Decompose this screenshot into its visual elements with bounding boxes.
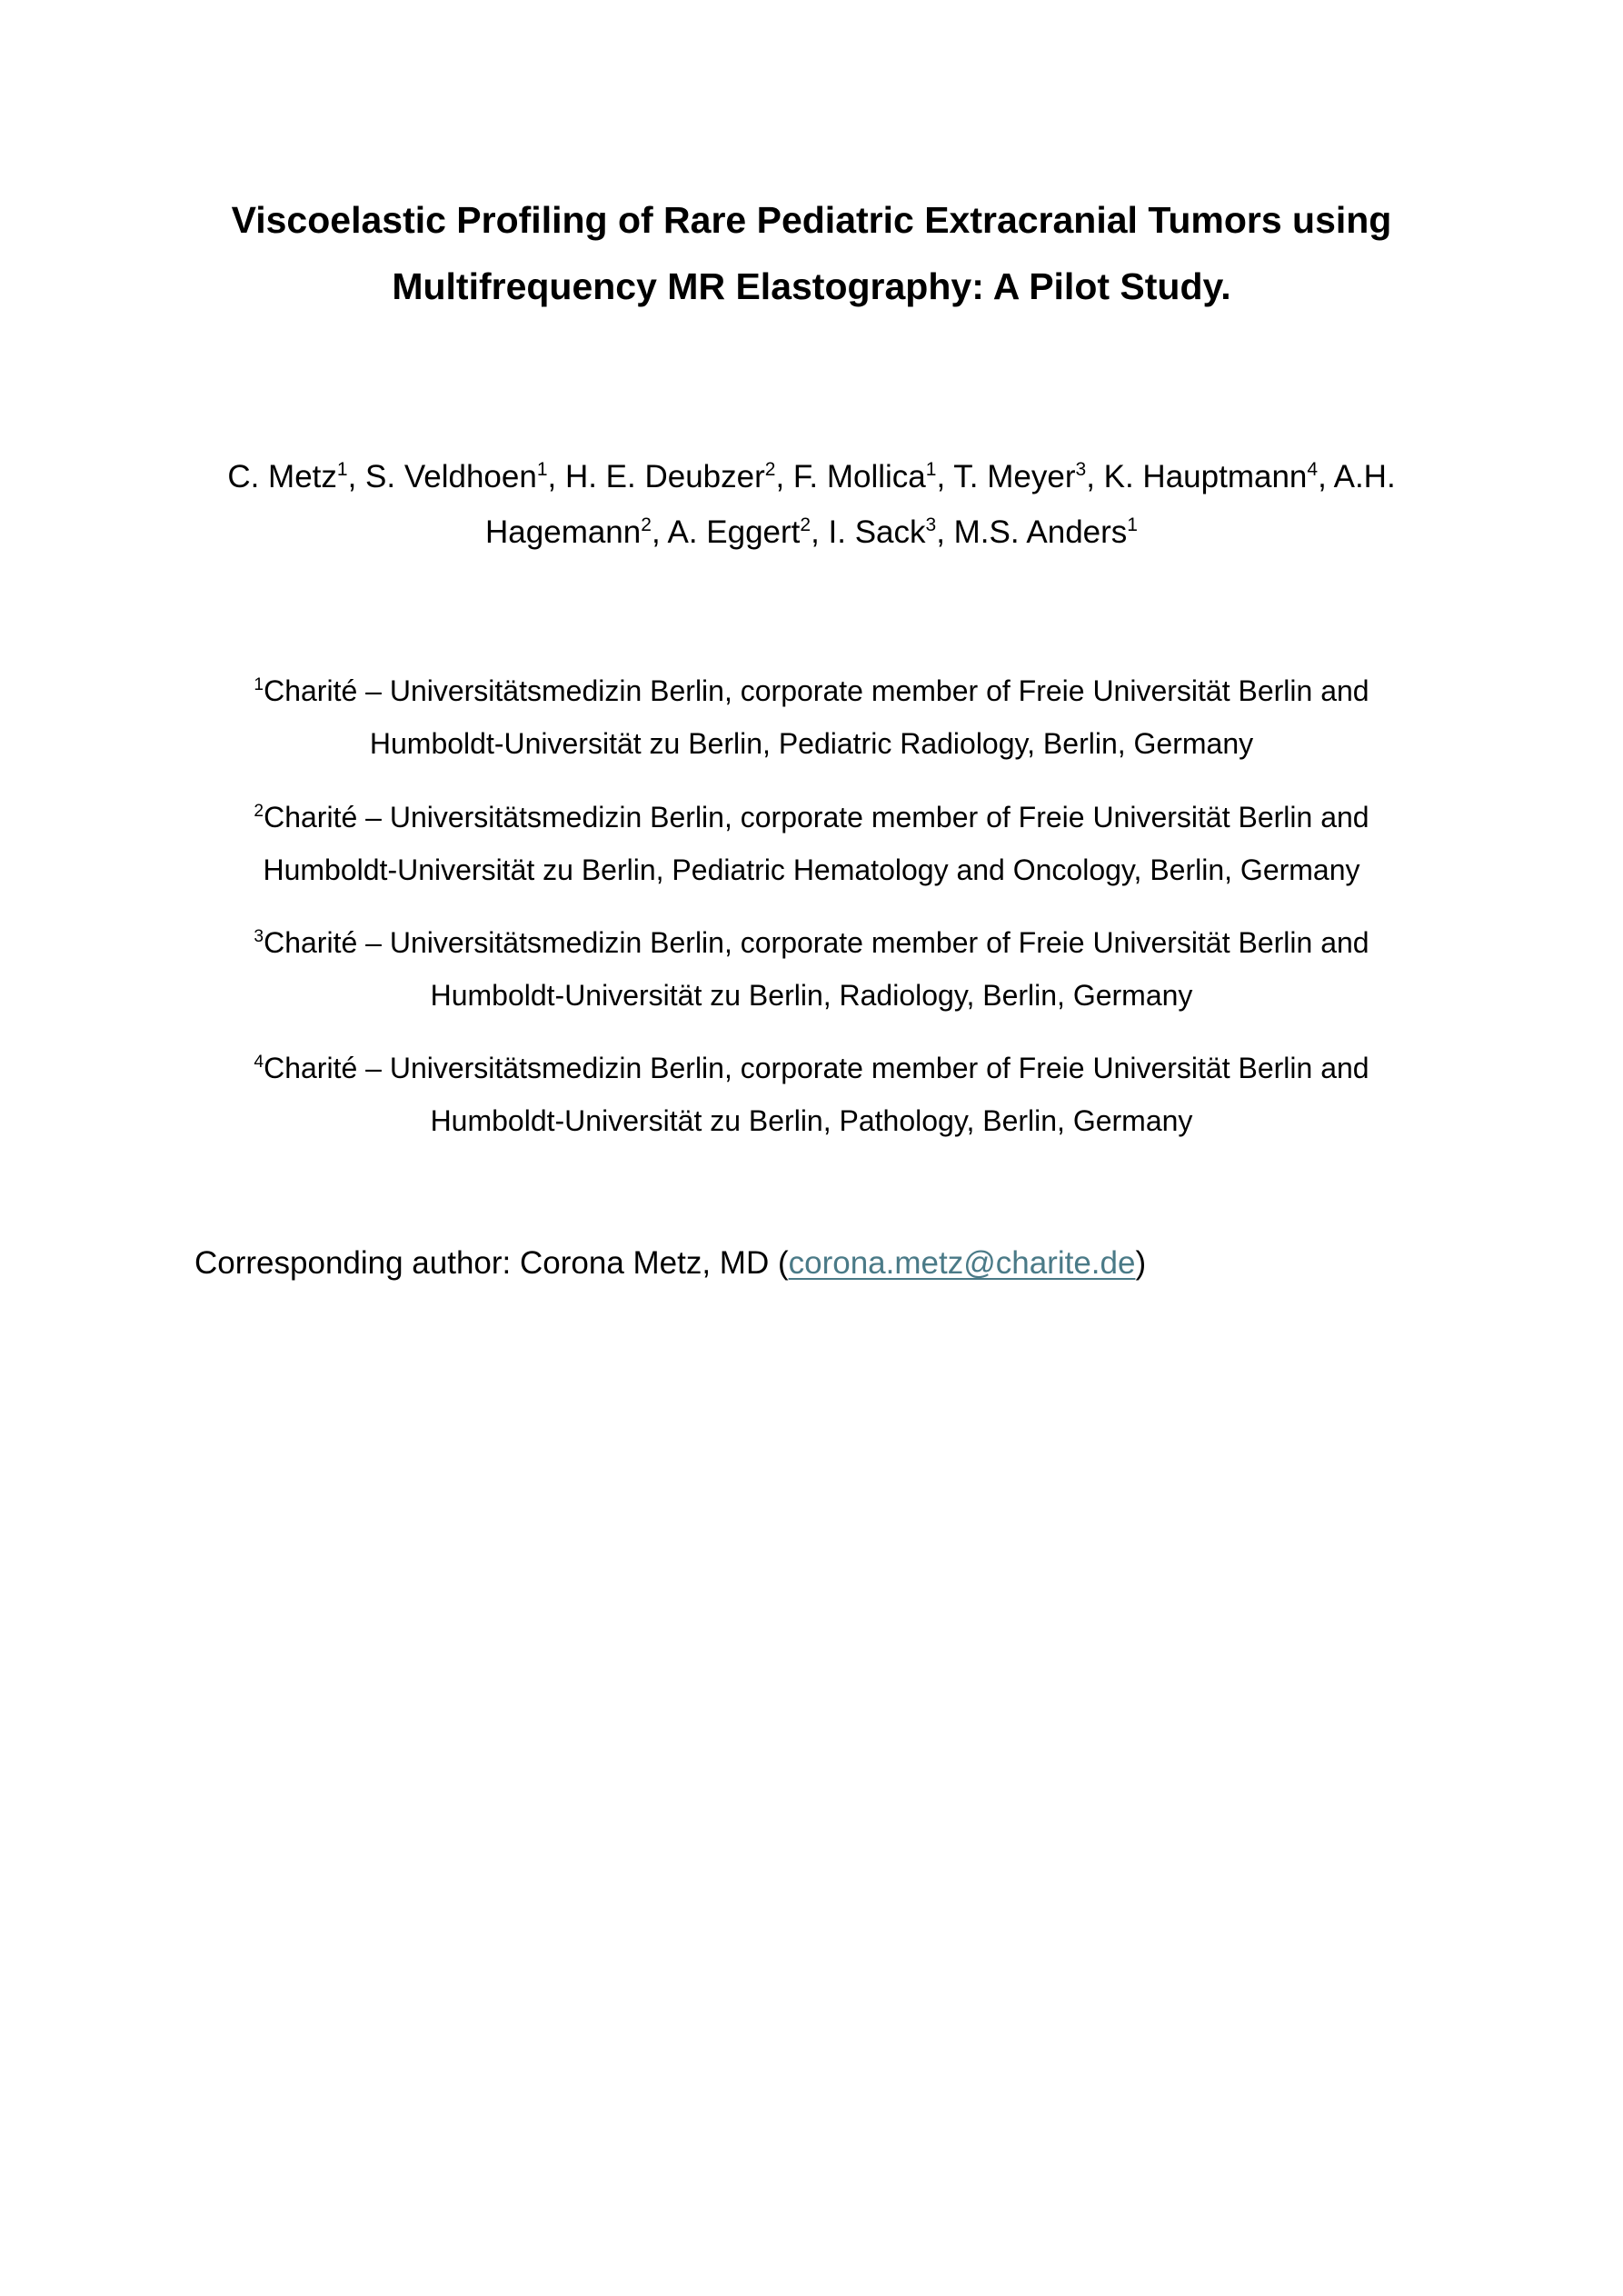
corresponding-author-email-link[interactable]: corona.metz@charite.de bbox=[788, 1245, 1136, 1281]
author-name: F. Mollica bbox=[792, 459, 926, 494]
affiliation-line-1 bbox=[0, 791, 1623, 844]
affiliation-line-2: Humboldt-Universität zu Berlin, Pathology, Berlin, Germany bbox=[430, 1104, 1193, 1137]
author-affiliation-mark: 2 bbox=[800, 514, 812, 535]
author-name: K. Hauptmann bbox=[1103, 459, 1308, 494]
author-name: H. E. Deubzer bbox=[564, 459, 765, 494]
author-name: C. Metz bbox=[227, 459, 337, 494]
author-affiliation-mark: 1 bbox=[925, 458, 937, 480]
author-name-part: A.H. bbox=[1333, 459, 1396, 494]
author-line-1: C. Metz$^1$, S. Veldhoen$^1$, H. E. Deubzer$^2$, F. Mollica$^1$, T. Meyer$^3$, K. Hauptmann$^4$, A.H. bbox=[227, 458, 1396, 494]
author-affiliation-mark: 2 bbox=[764, 458, 776, 480]
corresponding-author bbox=[194, 1238, 1146, 1289]
author-affiliation-mark: 1 bbox=[536, 458, 548, 480]
affiliation-1 bbox=[0, 664, 1623, 770]
affiliation-number: 4 bbox=[254, 1053, 264, 1073]
author-line-2: Hagemann$^2$, A. Eggert$^2$, I. Sack$^3$, M.S. Anders$^1$ bbox=[485, 514, 1138, 550]
affiliation-text: Charité – Universitätsmedizin Berlin, corporate member of Freie Universität Berlin and bbox=[264, 1052, 1369, 1084]
affiliation-text: Charité – Universitätsmedizin Berlin, corporate member of Freie Universität Berlin and bbox=[264, 926, 1369, 959]
corresponding-author-suffix: ) bbox=[1135, 1245, 1147, 1281]
author-affiliation-mark: 2 bbox=[641, 514, 652, 535]
affiliation-line-2: Humboldt-Universität zu Berlin, Pediatric Hematology and Oncology, Berlin, Germany bbox=[263, 854, 1360, 886]
affiliation-line-1 bbox=[0, 916, 1623, 969]
author-name: A. Eggert bbox=[667, 514, 801, 550]
affiliation-line-1 bbox=[0, 1042, 1623, 1094]
affiliation-number: 3 bbox=[254, 927, 264, 947]
affiliation-text: Charité – Universitätsmedizin Berlin, corporate member of Freie Universität Berlin and bbox=[264, 674, 1369, 707]
author-name: M.S. Anders bbox=[953, 514, 1128, 550]
affiliation-2 bbox=[0, 791, 1623, 896]
affiliation-number: 2 bbox=[254, 802, 264, 822]
affiliation-number: 1 bbox=[254, 675, 264, 695]
author-affiliation-mark: 1 bbox=[336, 458, 348, 480]
affiliation-line-2: Humboldt-Universität zu Berlin, Radiology, Berlin, Germany bbox=[430, 979, 1193, 1012]
corresponding-author-label: Corresponding author: Corona Metz, MD ( bbox=[194, 1245, 789, 1281]
affiliation-text: Charité – Universitätsmedizin Berlin, corporate member of Freie Universität Berlin and bbox=[264, 801, 1369, 834]
author-affiliation-mark: 3 bbox=[1075, 458, 1087, 480]
author-name: T. Meyer bbox=[953, 459, 1076, 494]
affiliation-line-2: Humboldt-Universität zu Berlin, Pediatric Radiology, Berlin, Germany bbox=[369, 727, 1254, 760]
author-name-part: Hagemann bbox=[485, 514, 642, 550]
author-name: S. Veldhoen bbox=[365, 459, 537, 494]
paper-title bbox=[0, 187, 1623, 320]
author-affiliation-mark: 3 bbox=[925, 514, 937, 535]
title-line-1: Viscoelastic Profiling of Rare Pediatric Extracranial Tumors using bbox=[231, 199, 1392, 241]
affiliation-4 bbox=[0, 1042, 1623, 1147]
author-list bbox=[0, 449, 1623, 560]
author-name: I. Sack bbox=[828, 514, 926, 550]
author-affiliation-mark: 1 bbox=[1127, 514, 1138, 535]
affiliation-3 bbox=[0, 916, 1623, 1022]
author-affiliation-mark: 4 bbox=[1307, 458, 1319, 480]
affiliation-line-1 bbox=[0, 664, 1623, 717]
title-line-2: Multifrequency MR Elastography: A Pilot Study. bbox=[392, 265, 1231, 307]
